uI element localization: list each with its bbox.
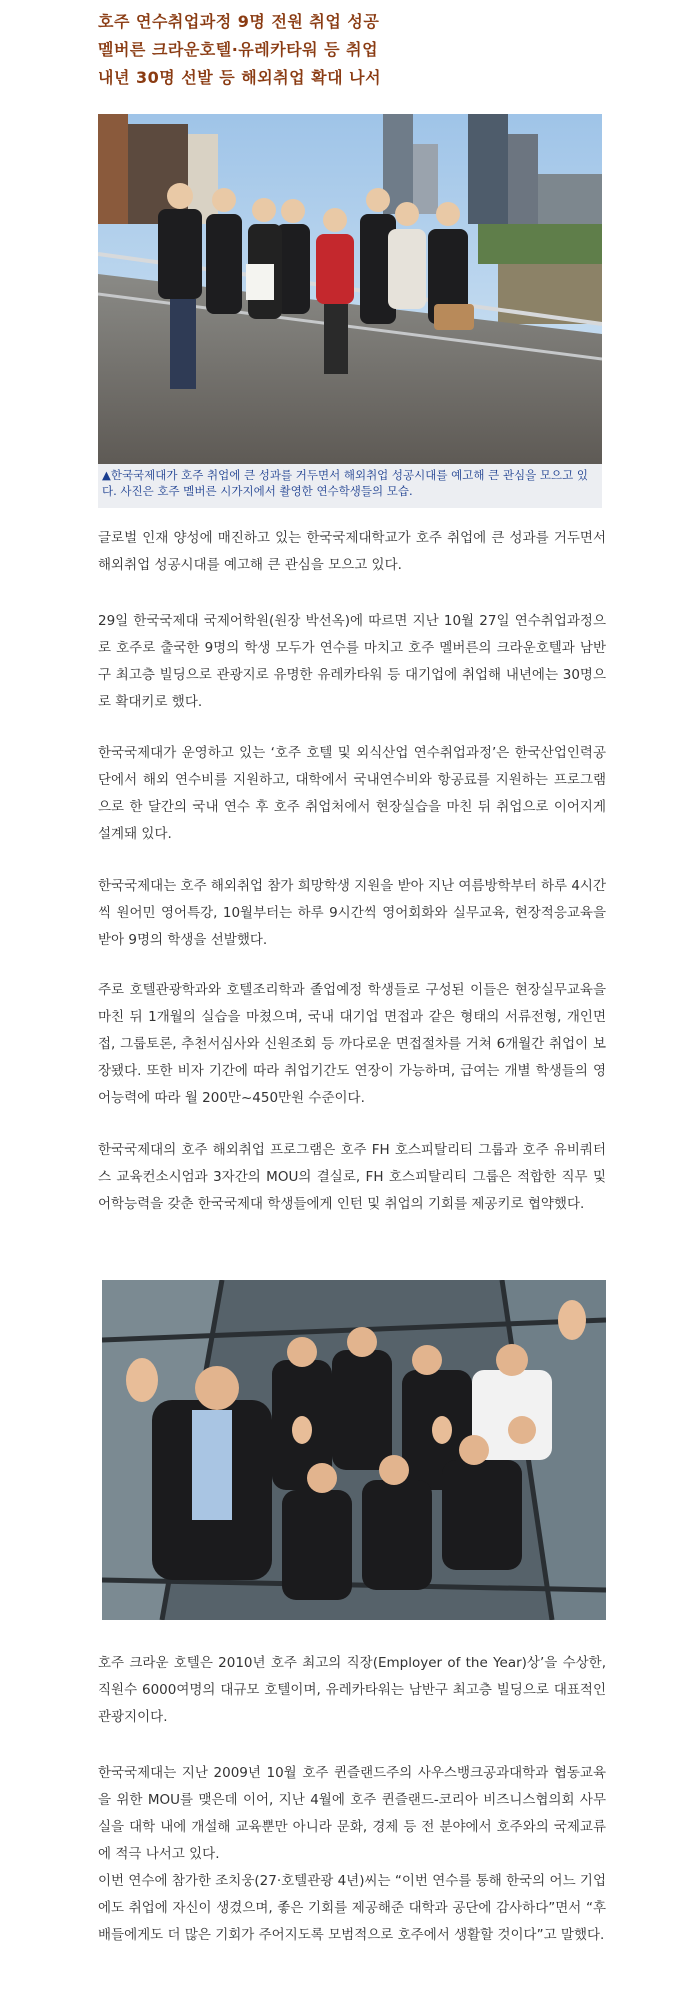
paragraph-6: 한국국제대의 호주 해외취업 프로그램은 호주 FH 호스피탈리티 그룹과 호주 유비쿼터스 교육컨소시엄과 3자간의 MOU의 결실로, FH 호스피탈리티 그룹은 적합한 직무 및 어학능력을 갖춘 한국국제대 학생들에게 인턴 및 취업의 기회를 제공키로 협약했다. (98, 1142, 606, 1212)
paragraph-8: 한국국제대는 지난 2009년 10월 호주 퀸즐랜드주의 사우스뱅크공과대학과 협동교육을 위한 MOU를 맺은데 이어, 지난 4월에 호주 퀸즐랜드-코리아 비즈니스협의회 사무실을 대학 내에 개설해 교육뿐만 아니라 문화, 경제 등 전 분야에서 호주와의 국제교류에 적극 나서고 있다. (98, 1765, 606, 1862)
headline-line-3: 내년 30명 선발 등 해외취업 확대 나서 (98, 68, 382, 87)
article-headline (98, 8, 658, 92)
paragraph-2: 29일 한국국제대 국제어학원(원장 박선옥)에 따르면 지난 10월 27일 연수취업과정으로 호주로 출국한 9명의 학생 모두가 연수를 마치고 호주 멜버른의 크라운호텔과 남반구 최고층 빌딩으로 관광지로 유명한 유레카타워 등 대기업에 취업해 내년에는 30명으로 확대키로 했다. (98, 613, 606, 710)
photo-students-eureka-tower (102, 1280, 606, 1620)
photo-students-melbourne (98, 114, 602, 464)
paragraph-5: 주로 호텔관광학과와 호텔조리학과 졸업예정 학생들로 구성된 이들은 현장실무교육을 마친 뒤 1개월의 실습을 마쳤으며, 국내 대기업 면접과 같은 형태의 서류전형, 개인면접, 그룹토론, 추천서심사와 신원조회 등 까다로운 면접절차를 거쳐 6개월간 취업이 보장됐다. 또한 비자 기간에 따라 취업기간도 연장이 가능하며, 급여는 개별 학생들의 영어능력에 따라 월 200만~450만원 수준이다. (98, 982, 606, 1106)
headline-line-2: 멜버른 크라운호텔·유레카타워 등 취업 (98, 40, 379, 59)
paragraph-3: 한국국제대가 운영하고 있는 ‘호주 호텔 및 외식산업 연수취업과정’은 한국산업인력공단에서 해외 연수비를 지원하고, 대학에서 국내연수비와 항공료를 지원하는 프로그램으로 한 달간의 국내 연수 후 호주 취업처에서 현장실습을 마친 뒤 취업으로 이어지게 설계돼 있다. (98, 745, 606, 842)
headline-line-1: 호주 연수취업과정 9명 전원 취업 성공 (98, 12, 380, 31)
paragraph-7: 호주 크라운 호텔은 2010년 호주 최고의 직장(Employer of the Year)상’을 수상한, 직원수 6000여명의 대규모 호텔이며, 유레카타워는 남반구 최고층 빌딩으로 대표적인 관광지이다. (98, 1655, 606, 1725)
paragraph-9: 이번 연수에 참가한 조치웅(27·호텔관광 4년)씨는 “이번 연수를 통해 한국의 어느 기업에도 취업에 자신이 생겼으며, 좋은 기회를 제공해준 대학과 공단에 감사하다”면서 “후배들에게도 더 많은 기회가 주어지도록 모범적으로 호주에서 생활할 것이다”고 말했다. (98, 1873, 606, 1943)
paragraph-1: 글로벌 인재 양성에 매진하고 있는 한국국제대학교가 호주 취업에 큰 성과를 거두면서 해외취업 성공시대를 예고해 큰 관심을 모으고 있다. (98, 530, 606, 573)
photo-caption: ▲한국국제대가 호주 취업에 큰 성과를 거두면서 해외취업 성공시대를 예고해 큰 관심을 모으고 있다. 사진은 호주 멜버른 시가지에서 촬영한 연수학생들의 모습. (98, 464, 602, 508)
paragraph-4: 한국국제대는 호주 해외취업 참가 희망학생 지원을 받아 지난 여름방학부터 하루 4시간씩 원어민 영어특강, 10월부터는 하루 9시간씩 영어회화와 실무교육, 현장적응교육을 받아 9명의 학생을 선발했다. (98, 878, 606, 948)
